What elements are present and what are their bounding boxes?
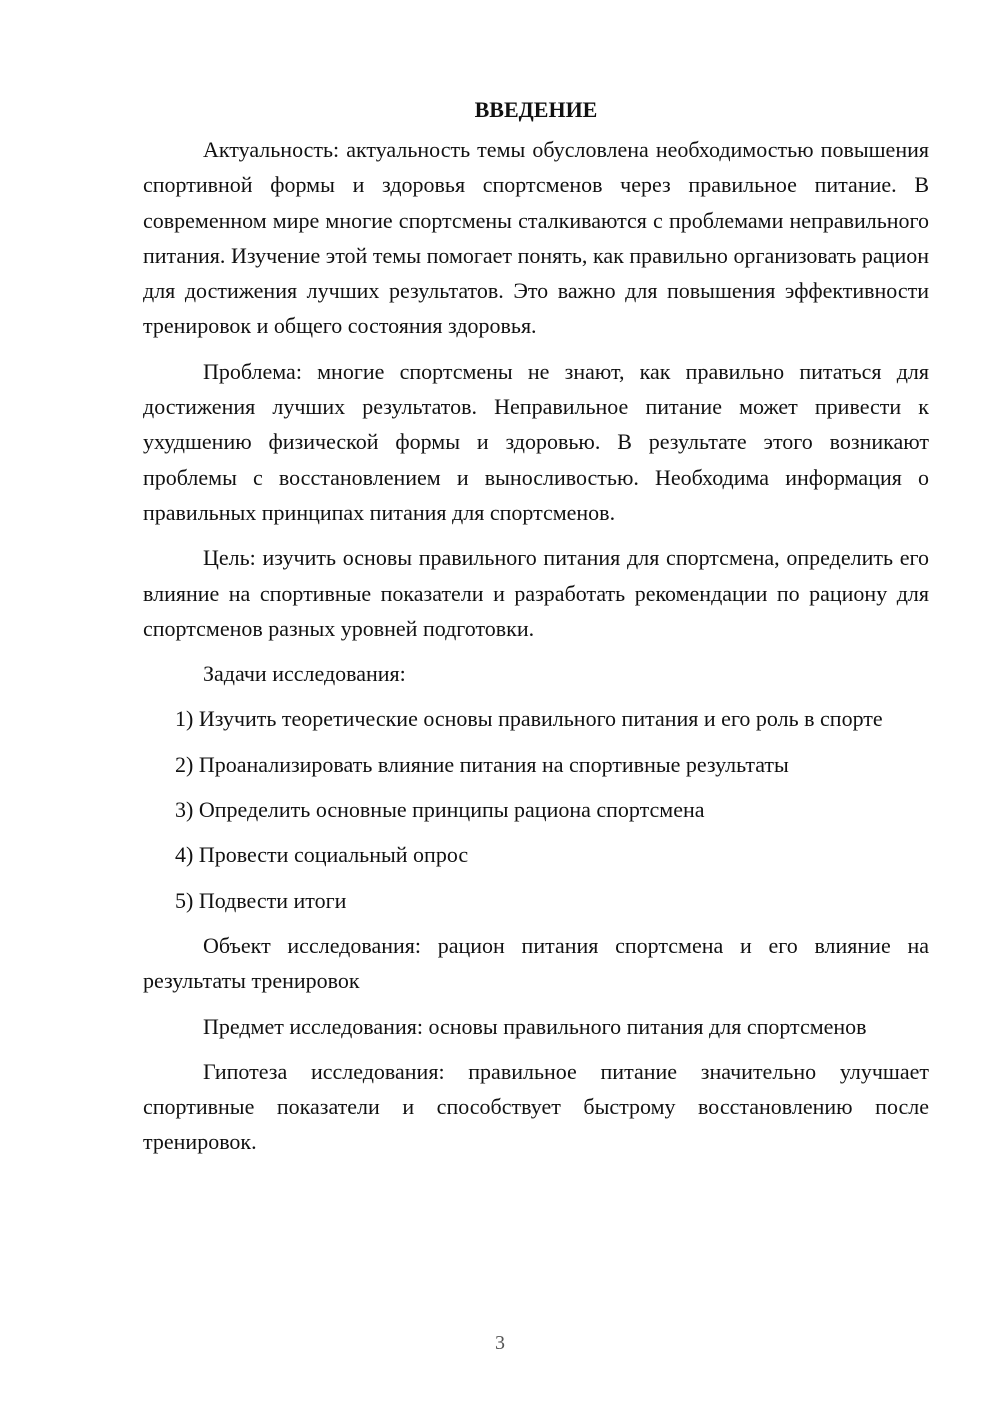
paragraph-problem: Проблема: многие спортсмены не знают, как правильно питаться для достижения лучших результатов. Неправильное питание может привести к ухудшению физической формы и здоровью. В результате этого возникают проблемы с восстановлением и выносливостью. Необходима информация о правильных принципах питания для спортсменов. <box>143 358 929 525</box>
paragraph-hypothesis: Гипотеза исследования: правильное питание значительно улучшает спортивные показатели и способствует быстрому восстановлению после тренировок. <box>143 1058 929 1155</box>
tasks-list <box>143 701 929 917</box>
task-item-1: 1) Изучить теоретические основы правильного питания и его роль в спорте <box>175 706 883 732</box>
paragraph-object: Объект исследования: рацион питания спортсмена и его влияние на результаты тренировок <box>143 932 929 994</box>
section-title: ВВЕДЕНИЕ <box>474 97 598 122</box>
paragraph-goal: Цель: изучить основы правильного питания для спортсмена, определить его влияние на спортивные показатели и разработать рекомендации по рациону для спортсменов разных уровней подготовки. <box>143 545 929 641</box>
task-item-2: 2) Проанализировать влияние питания на спортивные результаты <box>175 751 789 777</box>
tasks-heading: Задачи исследования: <box>203 661 406 687</box>
document-page <box>143 92 929 1170</box>
paragraph-relevance: Актуальность: актуальность темы обусловлена необходимостью повышения спортивной формы и здоровья спортсменов через правильное питание. В современном мире многие спортсмены сталкиваются с проблемами неправильного питания. Изучение этой темы помогает понять, как правильно организовать рацион для достижения лучших результатов. Это важно для повышения эффективности тренировок и общего состояния здоровья. <box>143 137 929 339</box>
paragraph-subject: Предмет исследования: основы правильного питания для спортсменов <box>203 1013 867 1039</box>
task-item-4: 4) Провести социальный опрос <box>175 842 469 868</box>
task-item-3: 3) Определить основные принципы рациона спортсмена <box>175 797 705 823</box>
page-number: 3 <box>495 1332 505 1354</box>
task-item-5: 5) Подвести итоги <box>175 887 347 913</box>
